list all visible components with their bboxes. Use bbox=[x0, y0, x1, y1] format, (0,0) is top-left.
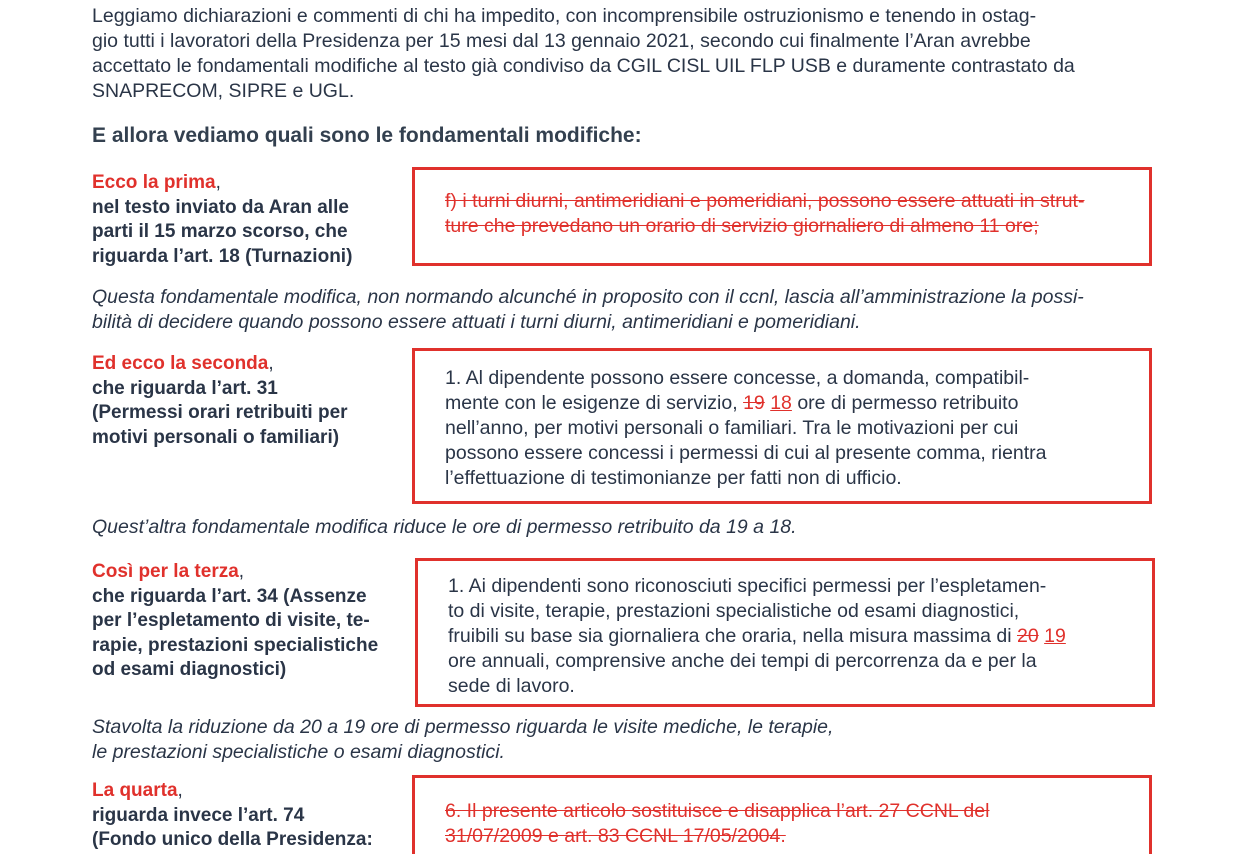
box-text-line: possono essere concessi i permessi di cui al presente comma, rientra bbox=[445, 442, 1047, 464]
section-3-label: Così per la terza, che riguarda l’art. 34 (Assenze per l’espletamento di visite, te- rapie, prestazioni specialistiche od esami diagnostici) bbox=[92, 560, 402, 683]
box-text-line: l’effettuazione di testimonianze per fatti non di ufficio. bbox=[445, 467, 902, 489]
section-1-title: Ecco la prima bbox=[92, 172, 216, 193]
section-1-desc-line: riguarda l’art. 18 (Turnazioni) bbox=[92, 245, 353, 267]
section-4-text-box bbox=[412, 775, 1152, 854]
section-2-desc-line: (Permessi orari retribuiti per bbox=[92, 402, 348, 423]
old-value: 19 bbox=[743, 392, 765, 414]
box-text-fragment: ore di permesso retribuito bbox=[791, 392, 1019, 414]
intro-line: SNAPRECOM, SIPRE e UGL. bbox=[92, 80, 355, 102]
section-3-desc-line: che riguarda l’art. 34 (Assenze bbox=[92, 585, 367, 607]
section-3-desc-line: per l’espletamento di visite, te- bbox=[92, 610, 370, 631]
comment-line: le prestazioni specialistiche o esami diagnostici. bbox=[92, 741, 505, 763]
struck-text-line: f) i turni diurni, antimeridiani e pomeridiani, possono essere attuati in strut- bbox=[445, 190, 1085, 212]
section-1-desc-line: nel testo inviato da Aran alle bbox=[92, 196, 349, 218]
box-text-line: nell’anno, per motivi personali o familiari. Tra le motivazioni per cui bbox=[445, 417, 1019, 439]
section-3-title: Così per la terza bbox=[92, 561, 239, 582]
intro-line: accettato le fondamentali modifiche al testo già condiviso da CGIL CISL UIL FLP USB e duramente contrastato da bbox=[92, 55, 1075, 77]
section-4-label: La quarta, riguarda invece l’art. 74 (Fondo unico della Presidenza: bbox=[92, 779, 402, 853]
section-2-text-box bbox=[412, 348, 1152, 504]
section-2-label: Ed ecco la seconda, che riguarda l’art. 31 (Permessi orari retribuiti per motivi personali o familiari) bbox=[92, 352, 392, 450]
section-heading: E allora vediamo quali sono le fondamentali modifiche: bbox=[92, 124, 642, 147]
comment-line: Quest’altra fondamentale modifica riduce le ore di permesso retribuito da 19 a 18. bbox=[92, 516, 797, 538]
section-2-title: Ed ecco la seconda bbox=[92, 353, 269, 374]
box-text-line bbox=[448, 624, 1066, 649]
section-2-desc-line: che riguarda l’art. 31 bbox=[92, 377, 278, 399]
struck-text-line: 6. Il presente articolo sostituisce e disapplica l’art. 27 CCNL del bbox=[445, 800, 990, 822]
new-value: 18 bbox=[770, 392, 792, 414]
old-value: 20 bbox=[1017, 625, 1039, 647]
intro-line: Leggiamo dichiarazioni e commenti di chi ha impedito, con incomprensibile ostruzionismo e tenendo in ostag- bbox=[92, 5, 1037, 27]
box-text-line: 1. Al dipendente possono essere concesse, a domanda, compatibil- bbox=[445, 367, 1030, 389]
box-text-line: to di visite, terapie, prestazioni specialistiche od esami diagnostici, bbox=[448, 600, 1020, 622]
section-2-comment bbox=[92, 515, 1152, 540]
section-4-desc-line: (Fondo unico della Presidenza: bbox=[92, 829, 373, 850]
struck-text-line: 31/07/2009 e art. 83 CCNL 17/05/2004. bbox=[445, 825, 786, 847]
section-3-text-box bbox=[415, 558, 1155, 707]
section-3-comment bbox=[92, 715, 1152, 765]
new-value: 19 bbox=[1044, 625, 1066, 647]
section-1-desc-line: parti il 15 marzo scorso, che bbox=[92, 221, 348, 242]
box-text-fragment: mente con le esigenze di servizio, bbox=[445, 392, 744, 414]
box-text-fragment: fruibili su base sia giornaliera che oraria, nella misura massima di bbox=[448, 625, 1017, 647]
section-4-title: La quarta bbox=[92, 780, 178, 801]
comment-line: Stavolta la riduzione da 20 a 19 ore di permesso riguarda le visite mediche, le terapie, bbox=[92, 716, 834, 738]
section-3-desc-line: od esami diagnostici) bbox=[92, 659, 287, 680]
comment-line: Questa fondamentale modifica, non normando alcunché in proposito con il ccnl, lascia all’amministrazione la possi- bbox=[92, 286, 1084, 308]
section-4-desc-line: riguarda invece l’art. 74 bbox=[92, 804, 305, 826]
box-text-line bbox=[445, 391, 1047, 416]
intro-paragraph bbox=[92, 4, 1152, 104]
section-2-desc-line: motivi personali o familiari) bbox=[92, 426, 340, 448]
struck-text-line: ture che prevedano un orario di servizio giornaliero di almeno 11 ore; bbox=[445, 215, 1039, 237]
section-1-label: Ecco la prima, nel testo inviato da Aran alle parti il 15 marzo scorso, che riguarda l’art. 18 (Turnazioni) bbox=[92, 171, 392, 269]
section-1-comment bbox=[92, 285, 1152, 335]
intro-line: gio tutti i lavoratori della Presidenza per 15 mesi dal 13 gennaio 2021, secondo cui finalmente l’Aran avrebbe bbox=[92, 30, 1031, 52]
box-text-line: 1. Ai dipendenti sono riconosciuti specifici permessi per l’espletamen- bbox=[448, 575, 1047, 597]
box-text-line: sede di lavoro. bbox=[448, 675, 575, 697]
comment-line: bilità di decidere quando possono essere attuati i turni diurni, antimeridiani e pomeridiani. bbox=[92, 311, 861, 333]
section-3-desc-line: rapie, prestazioni specialistiche bbox=[92, 634, 379, 656]
box-text-line: ore annuali, comprensive anche dei tempi di percorrenza da e per la bbox=[448, 650, 1037, 672]
section-1-text-box bbox=[412, 167, 1152, 266]
